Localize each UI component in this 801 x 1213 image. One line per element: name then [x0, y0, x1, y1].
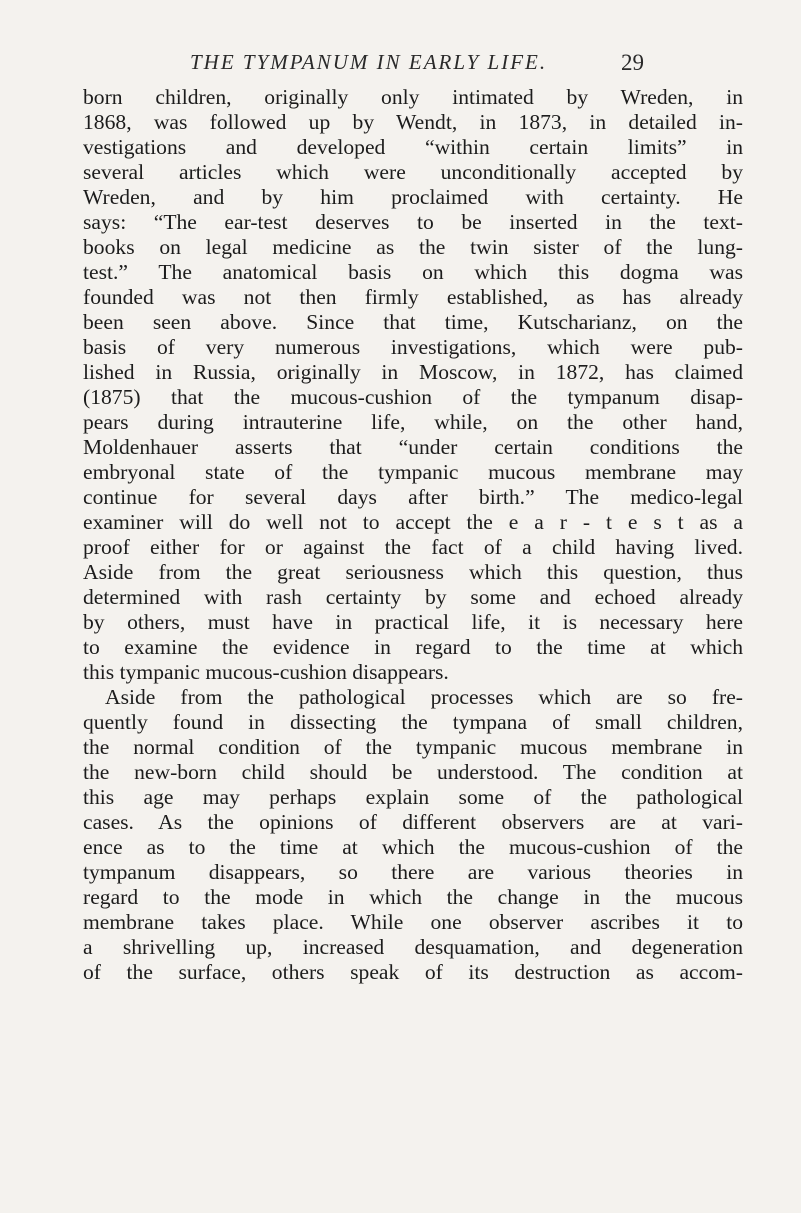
text-line: this tympanic mucous-cushion disappears. — [83, 660, 449, 684]
text-line: several articles which were unconditionally accepted by — [83, 160, 743, 184]
text-line: says: “The ear-test deserves to be inserted in the text- — [83, 210, 743, 234]
text-line: examiner will do well not to accept the e a r - t e s t as a — [83, 510, 743, 534]
text-line: determined with rash certainty by some and echoed already — [83, 585, 743, 609]
text-line: test.” The anatomical basis on which this dogma was — [83, 260, 743, 284]
text-line: (1875) that the mucous-cushion of the tympanum disap- — [83, 385, 743, 409]
running-title: THE TYMPANUM IN EARLY LIFE. — [190, 50, 548, 74]
body-text — [83, 85, 743, 985]
text-line: been seen above. Since that time, Kutscharianz, on the — [83, 310, 743, 334]
text-line: proof either for or against the fact of a child having lived. — [83, 535, 743, 559]
text-line: basis of very numerous investigations, which were pub- — [83, 335, 743, 359]
text-line: cases. As the opinions of different observers are at vari- — [83, 810, 743, 834]
text-line: lished in Russia, originally in Moscow, in 1872, has claimed — [83, 360, 743, 384]
text-line: Moldenhauer asserts that “under certain conditions the — [83, 435, 743, 459]
text-line: Wreden, and by him proclaimed with certainty. He — [83, 185, 743, 209]
text-line: vestigations and developed “within certain limits” in — [83, 135, 743, 159]
text-line: the normal condition of the tympanic mucous membrane in — [83, 735, 743, 759]
page-number: 29 — [621, 50, 644, 75]
text-line: by others, must have in practical life, it is necessary here — [83, 610, 743, 634]
text-line: embryonal state of the tympanic mucous membrane may — [83, 460, 743, 484]
text-line: Aside from the great seriousness which this question, thus — [83, 560, 743, 584]
running-head — [0, 44, 801, 78]
text-line: tympanum disappears, so there are various theories in — [83, 860, 743, 884]
text-line: continue for several days after birth.” The medico-legal — [83, 485, 743, 509]
text-line: Aside from the pathological processes which are so fre- — [105, 685, 743, 709]
text-line: a shrivelling up, increased desquamation, and degeneration — [83, 935, 743, 959]
text-line: quently found in dissecting the tympana of small children, — [83, 710, 743, 734]
text-line: 1868, was followed up by Wendt, in 1873, in detailed in- — [83, 110, 743, 134]
text-line: pears during intrauterine life, while, on the other hand, — [83, 410, 743, 434]
text-line: books on legal medicine as the twin sister of the lung- — [83, 235, 743, 259]
text-line: to examine the evidence in regard to the time at which — [83, 635, 743, 659]
text-line: founded was not then firmly established, as has already — [83, 285, 743, 309]
text-line: regard to the mode in which the change in the mucous — [83, 885, 743, 909]
text-line: membrane takes place. While one observer ascribes it to — [83, 910, 743, 934]
text-line: born children, originally only intimated by Wreden, in — [83, 85, 743, 109]
text-line: the new-born child should be understood. The condition at — [83, 760, 743, 784]
text-line: this age may perhaps explain some of the pathological — [83, 785, 743, 809]
text-line: of the surface, others speak of its destruction as accom- — [83, 960, 743, 984]
text-line: ence as to the time at which the mucous-cushion of the — [83, 835, 743, 859]
